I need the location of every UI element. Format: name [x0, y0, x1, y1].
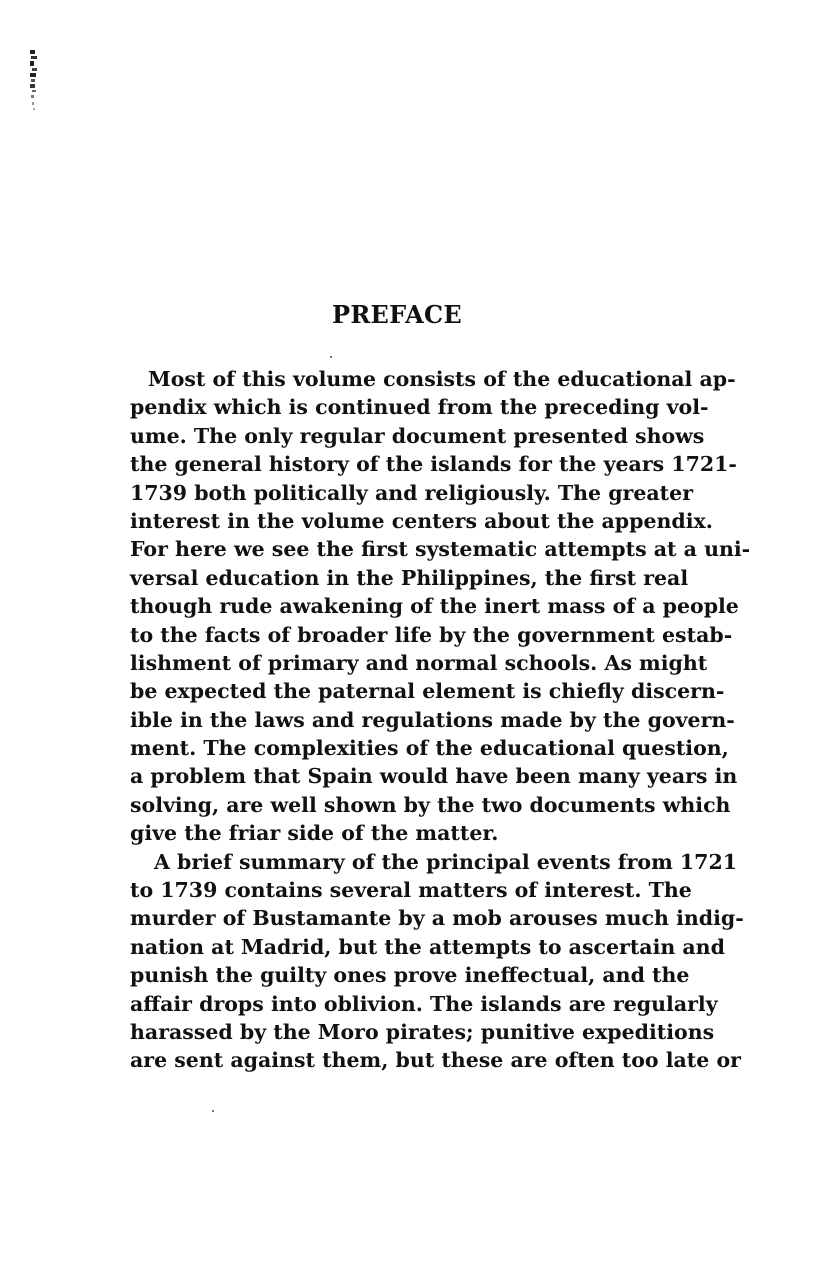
text-line: Most of this volume consists of the educational ap- [148, 367, 736, 391]
text-line: lishment of primary and normal schools. As might [130, 650, 708, 675]
text-line: For here we see the first systematic attempts at a uni- [130, 537, 751, 562]
scan-artifact-mark [30, 50, 38, 112]
text-line: solving, are well shown by the two documents which [130, 792, 731, 817]
page-title: PREFACE [331, 300, 463, 329]
text-line: ible in the laws and regulations made by the govern- [130, 707, 735, 732]
text-line: affair drops into oblivion. The islands are regularly [130, 991, 718, 1016]
text-line: harassed by the Moro pirates; punitive expeditions [130, 1019, 715, 1044]
preface-body [130, 365, 751, 1075]
text-line: interest in the volume centers about the appendix. [130, 508, 713, 533]
text-line: punish the guilty ones prove ineffectual, and the [130, 963, 690, 988]
text-line: pendix which is continued from the preceding vol- [130, 395, 709, 420]
dust-speck [330, 356, 332, 358]
text-line: the general history of the islands for the years 1721- [130, 452, 737, 477]
text-line: to 1739 contains several matters of interest. The [130, 878, 692, 903]
text-line: ment. The complexities of the educational question, [130, 736, 729, 761]
text-line: be expected the paternal element is chiefly discern- [130, 679, 725, 704]
text-line: are sent against them, but these are often too late or [130, 1048, 741, 1073]
paragraph-2 [130, 848, 744, 1075]
text-line: to the facts of broader life by the government estab- [130, 622, 733, 647]
text-line: nation at Madrid, but the attempts to ascertain and [130, 934, 725, 959]
text-line: a problem that Spain would have been many years in [130, 764, 738, 789]
dust-speck [212, 1110, 214, 1112]
text-line: A brief summary of the principal events from 1721 [154, 849, 737, 874]
text-line: though rude awakening of the inert mass of a people [130, 594, 739, 619]
text-line: ume. The only regular document presented shows [130, 423, 705, 448]
text-line: versal education in the Philippines, the first real [130, 565, 689, 590]
paragraph-1 [130, 365, 751, 848]
text-line: 1739 both politically and religiously. The greater [130, 480, 693, 505]
text-line: murder of Bustamante by a mob arouses much indig- [130, 906, 744, 931]
text-line: give the friar side of the matter. [130, 821, 499, 846]
